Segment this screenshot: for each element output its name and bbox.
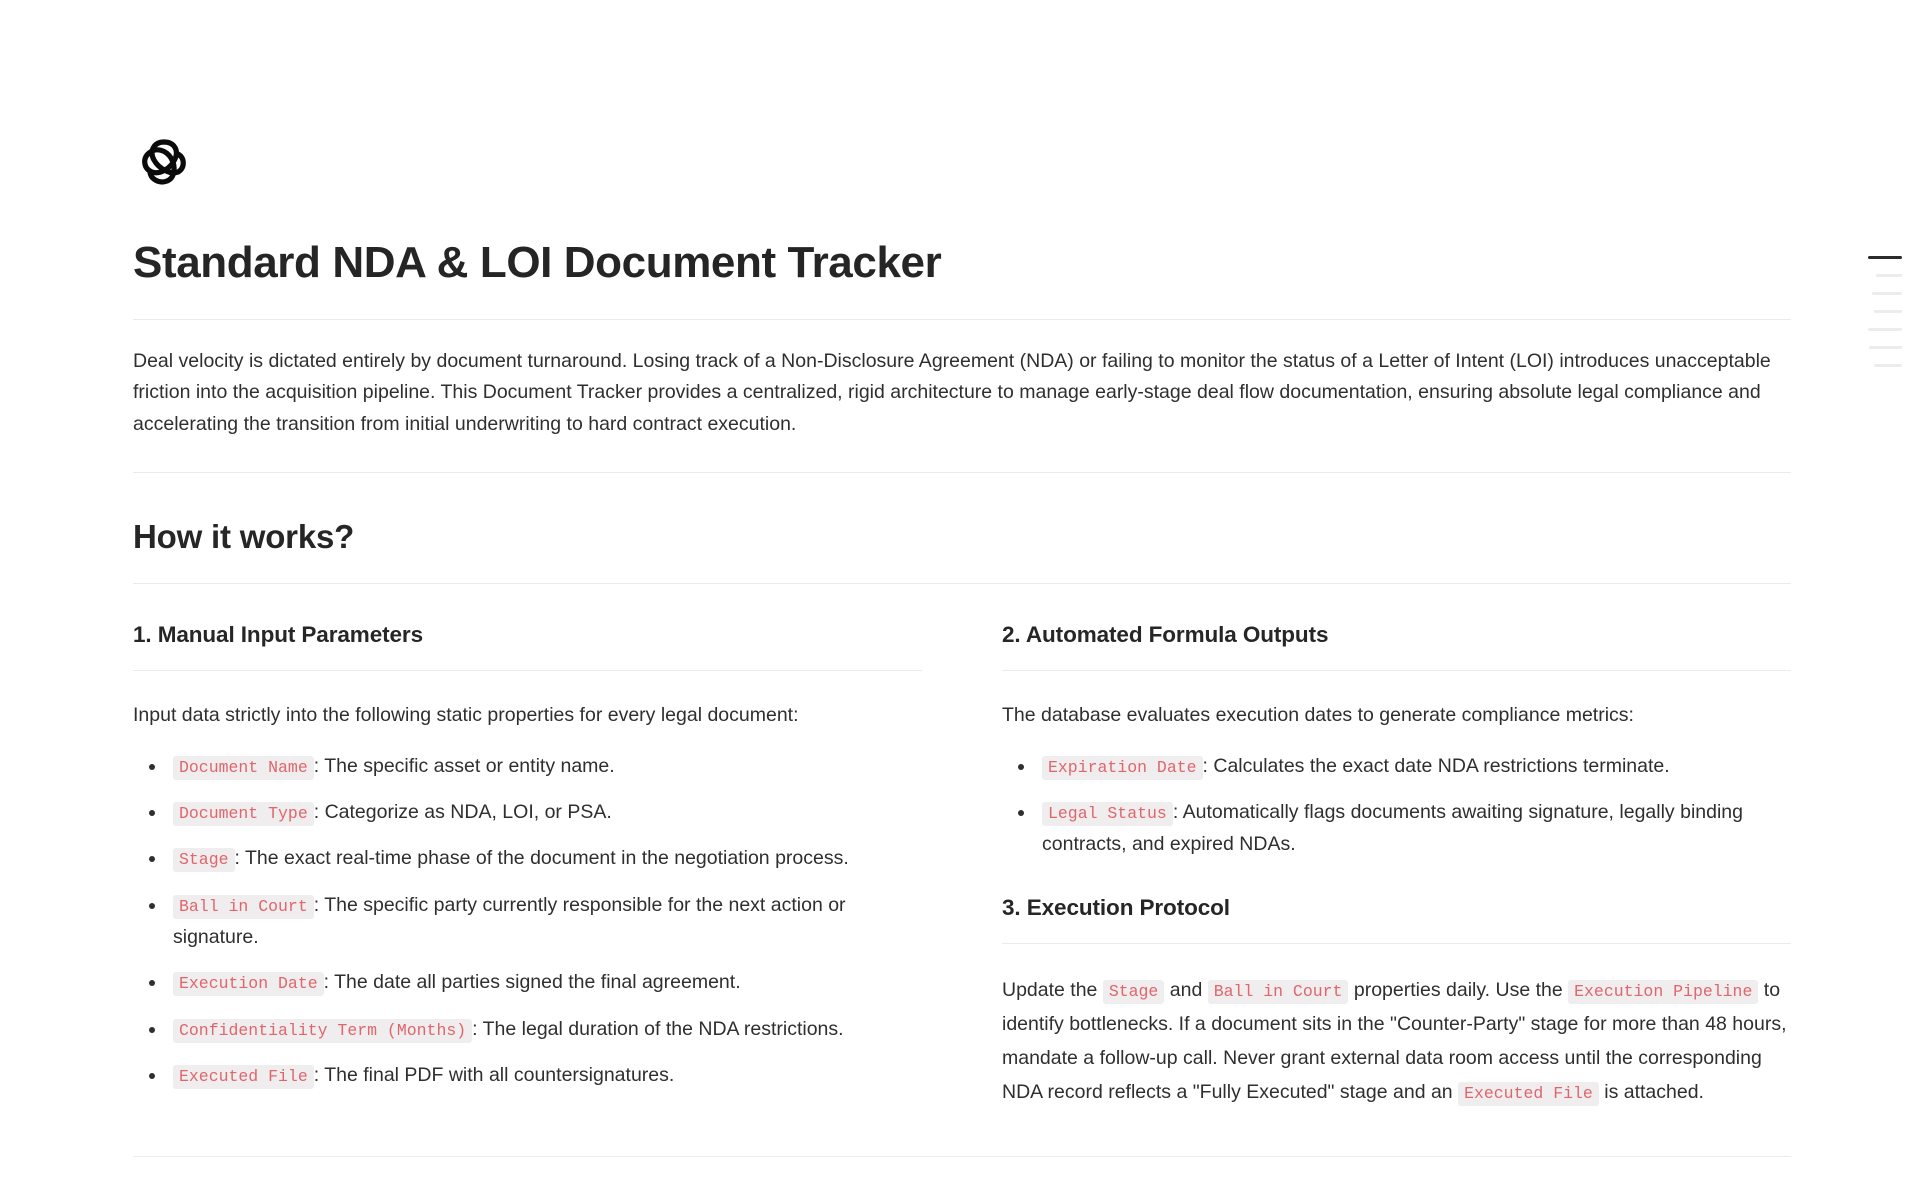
- property-code-expiration-date: Expiration Date: [1042, 756, 1203, 780]
- automated-formula-heading: 2. Automated Formula Outputs: [1002, 622, 1329, 648]
- list-item-text: : Categorize as NDA, LOI, or PSA.: [313, 800, 612, 823]
- list-item-text: : The date all parties signed the final agreement.: [323, 971, 741, 994]
- manual-input-list: [133, 751, 922, 1093]
- manual-input-heading: 1. Manual Input Parameters: [133, 622, 423, 648]
- execution-protocol-divider: [1002, 943, 1791, 944]
- property-code-execution-date: Execution Date: [173, 972, 324, 996]
- mini-toc-item-5[interactable]: [1869, 346, 1902, 349]
- list-item-text: : The final PDF with all countersignatures.: [313, 1064, 675, 1087]
- protocol-text-1: Update the: [1002, 978, 1103, 1001]
- two-column-layout: [133, 622, 1791, 1109]
- mini-toc-item-0[interactable]: [1868, 256, 1902, 259]
- protocol-text-4: to identify bottlenecks. If a document sits in the "Counter-Party" stage for more than 48 hours, mandate a follow-up call. Never grant external data room access until the corresponding NDA record reflects a "Fully Executed" stage and an: [1002, 978, 1787, 1104]
- list-item-text: : Calculates the exact date NDA restrictions terminate.: [1202, 754, 1670, 777]
- list-item: [133, 797, 922, 829]
- execution-protocol-paragraph: [1002, 973, 1791, 1110]
- bottom-divider: [133, 1156, 1791, 1157]
- list-item: [1002, 751, 1791, 783]
- list-item-text: : The legal duration of the NDA restrictions.: [472, 1017, 844, 1040]
- protocol-text-2: and: [1164, 978, 1208, 1001]
- list-item-text: : The specific asset or entity name.: [313, 754, 615, 777]
- list-item: [1002, 797, 1791, 861]
- automated-formula-lead: The database evaluates execution dates to generate compliance metrics:: [1002, 704, 1634, 727]
- automated-formula-divider: [1002, 670, 1791, 671]
- manual-input-lead: Input data strictly into the following static properties for every legal document:: [133, 704, 799, 727]
- mini-toc-item-1[interactable]: [1876, 274, 1902, 277]
- list-item: [133, 890, 922, 954]
- list-item: [133, 843, 922, 875]
- list-item: [133, 967, 922, 999]
- execution-protocol-heading: 3. Execution Protocol: [1002, 894, 1230, 920]
- property-code-ball-in-court: Ball in Court: [173, 895, 314, 919]
- property-code-stage: Stage: [173, 848, 235, 872]
- property-code-legal-status: Legal Status: [1042, 802, 1173, 826]
- mini-toc-item-4[interactable]: [1868, 328, 1902, 331]
- how-it-works-divider: [133, 583, 1791, 584]
- list-item: [133, 751, 922, 783]
- intro-paragraph: Deal velocity is dictated entirely by document turnaround. Losing track of a Non-Disclosure Agreement (NDA) or failing to monitor the status of a Letter of Intent (LOI) introduces unacceptable friction into the acquisition pipeline. This Document Tracker provides a centralized, rigid architecture to manage early-stage deal flow documentation, ensuring absolute legal compliance and accelerating the transition from initial underwriting to hard contract execution.: [133, 349, 1771, 435]
- protocol-text-5: is attached.: [1598, 1081, 1704, 1104]
- automated-formula-list: [1002, 751, 1791, 861]
- property-code-executed-file: Executed File: [173, 1065, 314, 1089]
- mini-toc-item-6[interactable]: [1874, 364, 1902, 367]
- property-code-executed-file-inline: Executed File: [1458, 1082, 1599, 1106]
- right-column: [1002, 622, 1791, 1109]
- list-item-text: : The specific party currently responsible for the next action or signature.: [173, 893, 846, 948]
- trefoil-knot-logo: [133, 132, 195, 194]
- left-column: [133, 622, 922, 1106]
- mini-toc-scroll-indicator[interactable]: [1856, 256, 1902, 367]
- property-code-execution-pipeline-inline: Execution Pipeline: [1568, 980, 1758, 1004]
- list-item-text: : Automatically flags documents awaiting signature, legally binding contracts, and expired NDAs.: [1042, 800, 1743, 856]
- list-item-text: : The exact real-time phase of the document in the negotiation process.: [234, 847, 849, 870]
- property-code-ball-in-court-inline: Ball in Court: [1208, 980, 1349, 1004]
- how-it-works-heading: How it works?: [133, 518, 355, 556]
- document-content: [133, 0, 1791, 1157]
- property-code-stage-inline: Stage: [1103, 980, 1165, 1004]
- protocol-text-3: properties daily. Use the: [1348, 978, 1569, 1001]
- property-code-confidentiality-term: Confidentiality Term (Months): [173, 1019, 472, 1043]
- list-item: [133, 1060, 922, 1092]
- intro-divider: [133, 472, 1791, 473]
- mini-toc-item-2[interactable]: [1872, 292, 1902, 295]
- list-item: [133, 1014, 922, 1046]
- page-title: Standard NDA & LOI Document Tracker: [133, 238, 942, 287]
- manual-input-divider: [133, 670, 922, 671]
- title-divider: [133, 319, 1791, 320]
- property-code-document-name: Document Name: [173, 756, 314, 780]
- property-code-document-type: Document Type: [173, 802, 314, 826]
- mini-toc-item-3[interactable]: [1874, 310, 1902, 313]
